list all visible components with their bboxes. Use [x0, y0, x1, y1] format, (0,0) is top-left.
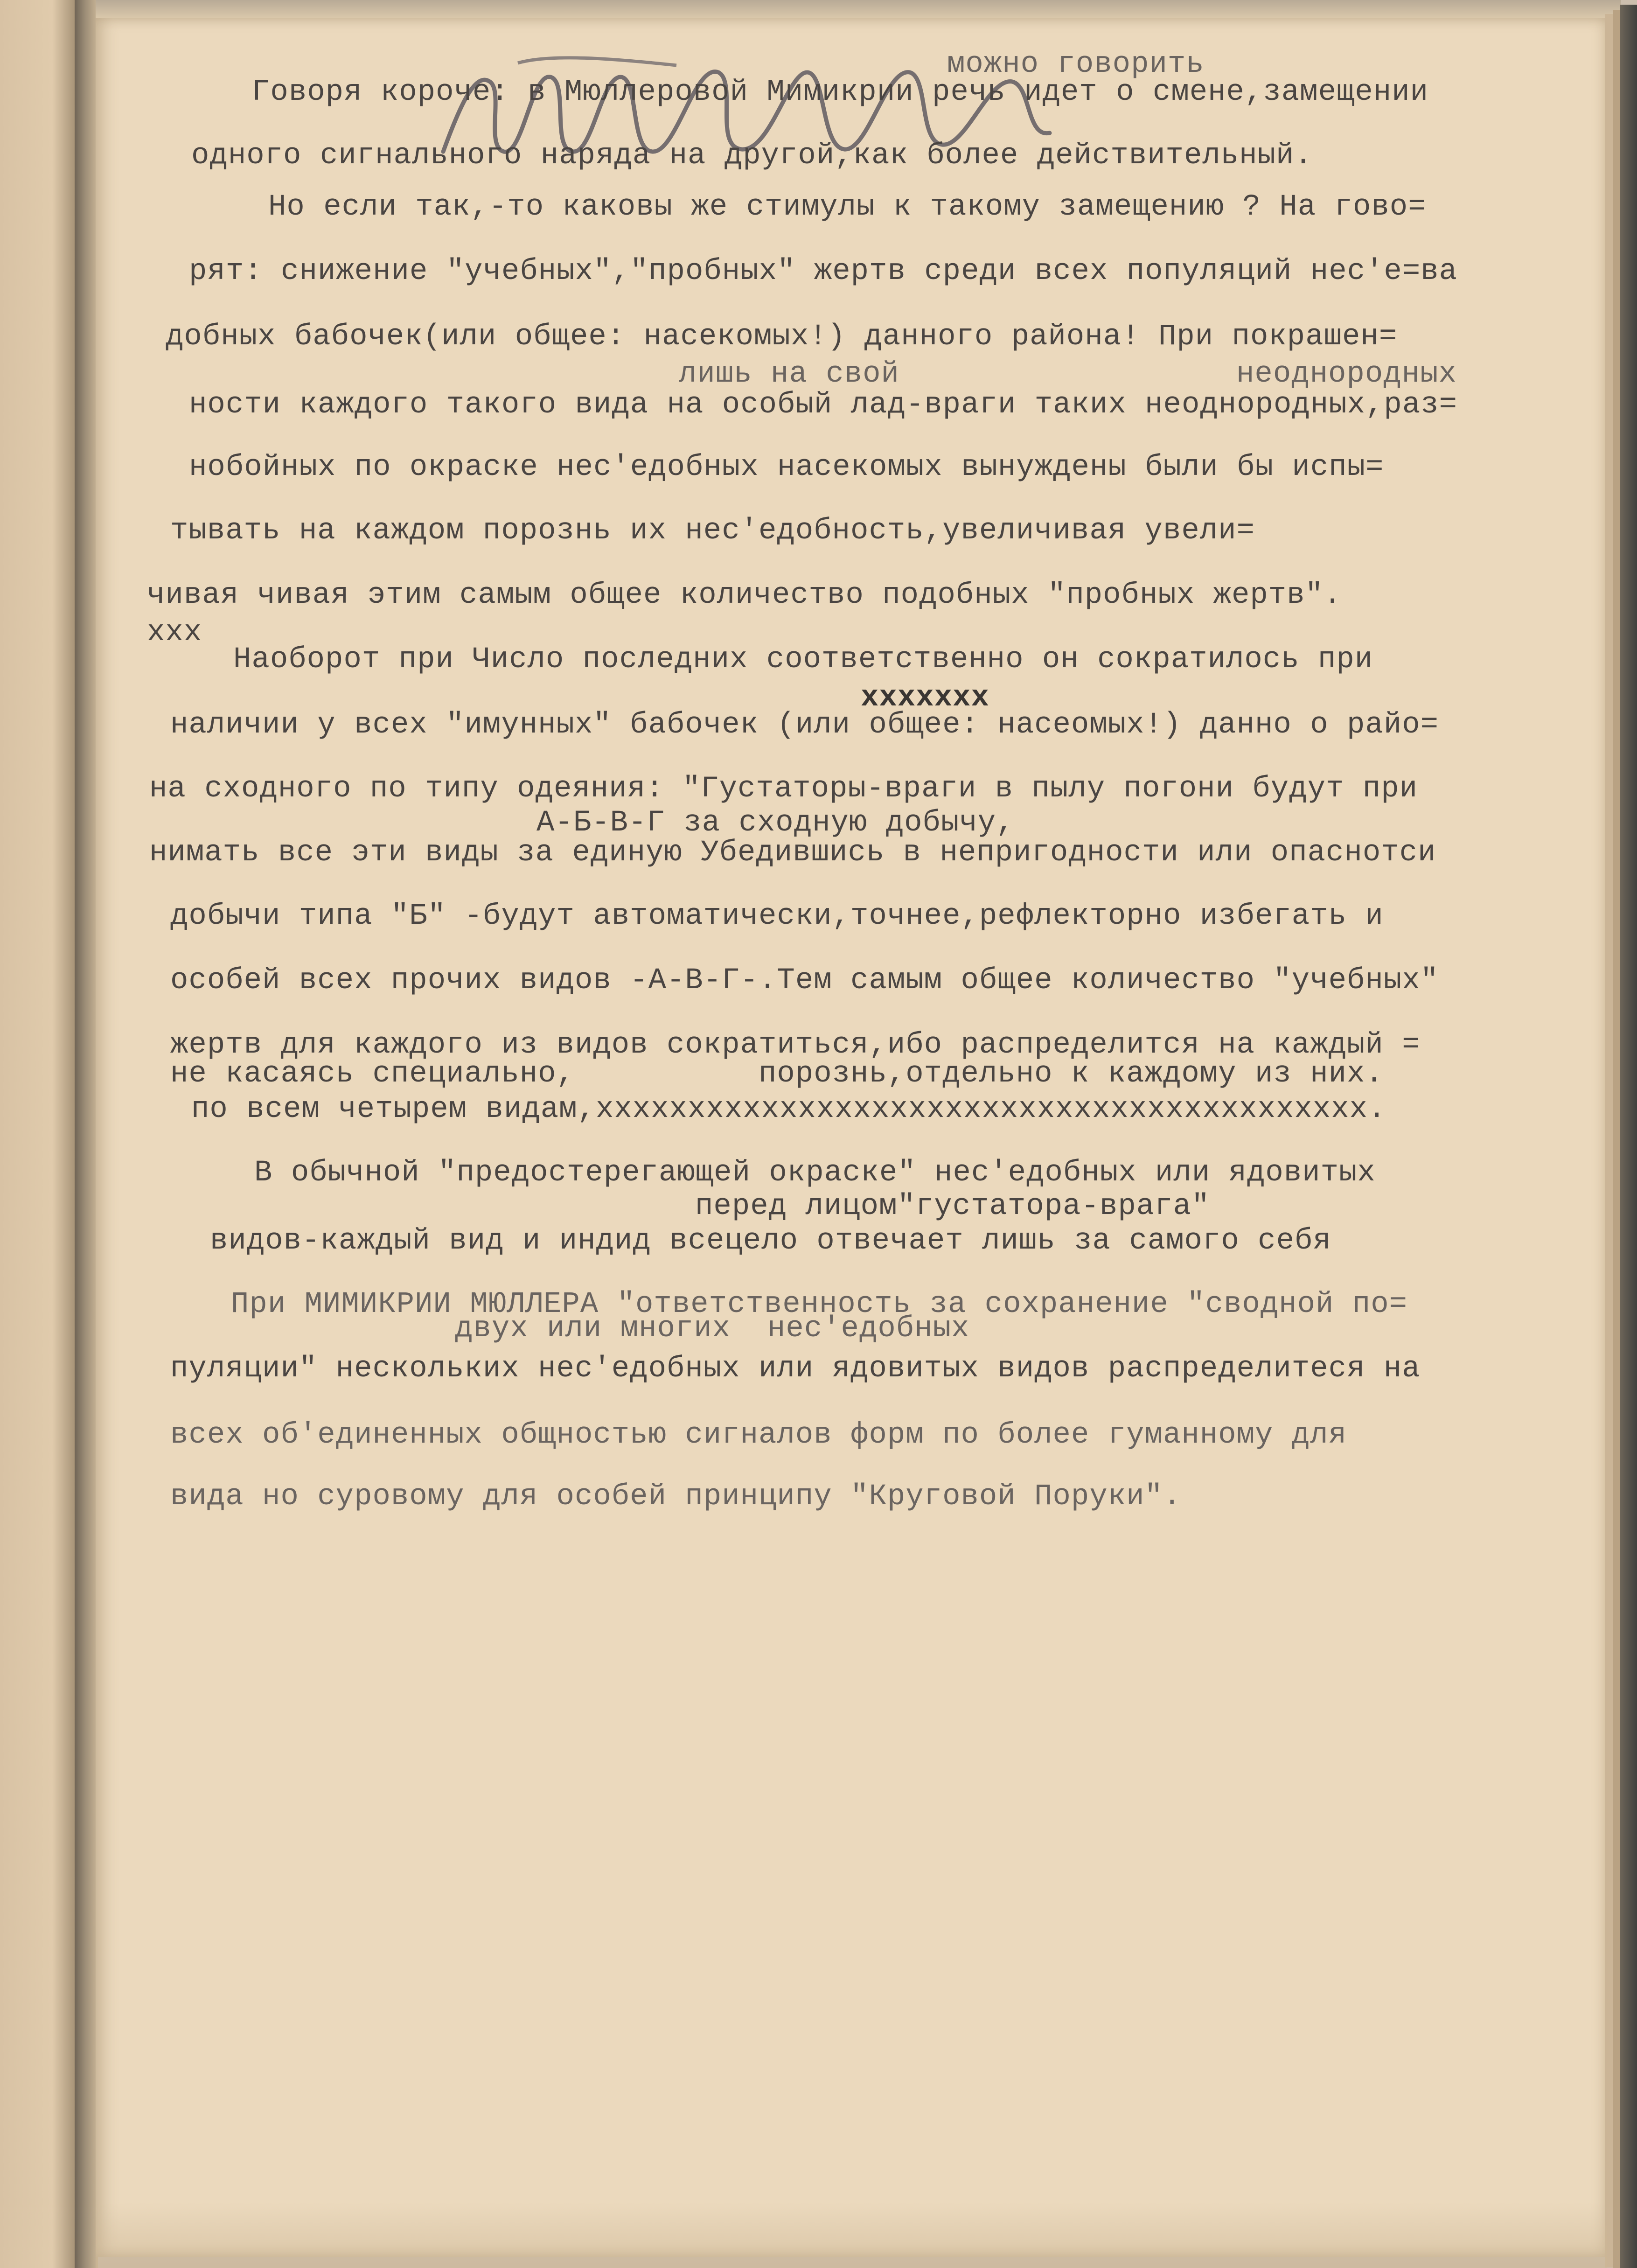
line-7: нобойных по окраске нес'едобных насекомых вынуждены были бы испы=	[189, 451, 1384, 484]
line-20: видов-каждый вид и индид всецело отвечает лишь за самого себя	[210, 1224, 1331, 1258]
line-15: особей всех прочих видов -А-В-Г-.Тем самым общее количество "учебных"	[170, 964, 1439, 998]
line-10: Наоборот при Число последних соответственно он сократилось при	[233, 643, 1373, 677]
page-edge	[1605, 14, 1613, 2268]
line-12: на сходного по типу одеяния: "Густаторы-враги в пылу погони будут при	[149, 772, 1418, 806]
line-insertion: А-Б-В-Г за сходную добычу,	[536, 806, 1015, 840]
line-4: рят: снижение "учебных","пробных" жертв среди всех популяций нес'е=ва	[189, 255, 1458, 288]
line-insertion: неоднородных	[1236, 357, 1457, 391]
top-edge	[96, 0, 1621, 18]
line-22: пуляции" нескольких нес'едобных или ядовитых видов распределитеся на	[170, 1352, 1421, 1386]
line-6: ности каждого такого вида на особый лад-враги таких неоднородных,раз=	[189, 388, 1458, 422]
line-marker: ххх	[147, 616, 202, 649]
book-gutter	[75, 0, 98, 2268]
line-19: В обычной "предостерегающей окраске" нес'едобных или ядовитых	[254, 1156, 1376, 1190]
line-24: вида но суровому для особей принципу "Круговой Поруки".	[170, 1480, 1182, 1514]
typewritten-page	[96, 18, 1607, 2257]
line-16: жертв для каждого из видов сократиться,ибо распределится на каждый =	[170, 1028, 1421, 1062]
line-8: тывать на каждом порознь их нес'едобность,увеличивая увели=	[170, 514, 1255, 548]
line-14: добычи типа "Б" -будут автоматически,точнее,рефлекторно избегать и	[170, 900, 1384, 933]
line-9: чивая чивая этим самым общее количество подобных "пробных жертв".	[147, 579, 1342, 612]
line-3: Но если так,-то каковы же стимулы к такому замещению ? На гово=	[268, 190, 1427, 224]
left-page-edge	[0, 0, 75, 2268]
line-13: нимать все эти виды за единую Убедившись в непригодности или опаснотси	[149, 836, 1436, 870]
line-18: по всем четырем видам,хххххххххххххххххххххххххххххххххххххххххх.	[191, 1093, 1386, 1126]
line-21: При МИМИКРИИ МЮЛЛЕРА "ответственность за сохранение "сводной по=	[231, 1288, 1407, 1321]
line-11: наличии у всех "имунных" бабочек (или общее: насеомых!) данно о райо=	[170, 708, 1439, 742]
page-edge	[1613, 10, 1620, 2268]
line-1: Говоря короче: в Мюллеровой Мимикрии речь идет о смене,замещении	[252, 76, 1428, 109]
paper-stain	[96, 2202, 1607, 2268]
line-insertion: можно говорить	[947, 48, 1205, 81]
page-edge-dark	[1620, 5, 1637, 2268]
line-23: всех об'единенных общностью сигналов форм по более гуманному для	[170, 1418, 1347, 1452]
line-insertion: двух или многих нес'едобных	[455, 1312, 970, 1346]
line-5: добных бабочек(или общее: насекомых!) данного района! При покрашен=	[166, 320, 1398, 354]
line-2: одного сигнального наряда на другой,как более действительный.	[191, 139, 1313, 173]
line-insertion: лишь на свой	[679, 357, 899, 391]
line-insertion: ххххххх	[861, 681, 989, 715]
line-insertion: перед лицом"густатора-врага"	[695, 1190, 1210, 1223]
line-17: не касаясь специально, порознь,отдельно к каждому из них.	[170, 1057, 1384, 1091]
